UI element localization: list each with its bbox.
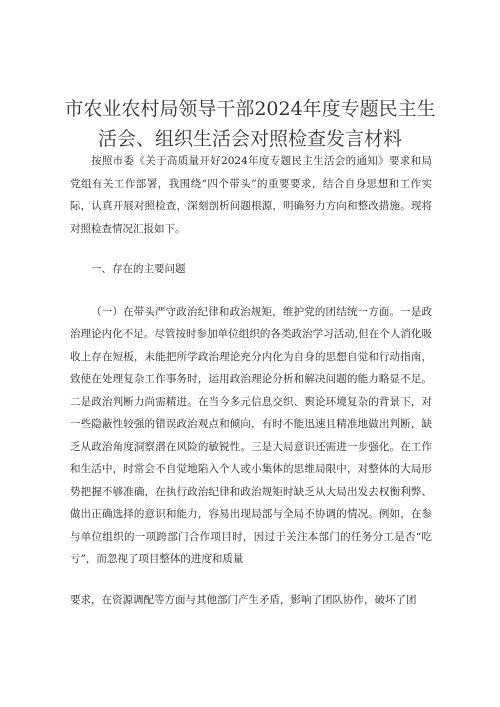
document-title [60, 94, 440, 154]
title-line-1: 市农业农村局领导干部2024年度专题民主生 [64, 98, 436, 120]
section-heading: 一、存在的主要问题 [91, 263, 186, 275]
intro-paragraph: 按照市委《关于高质量开好2024年度专题民主生活会的通知》要求和局党组有关工作部署，我围绕“四个带头”的重要要求，结合自身思想和工作实际，认真开展对照检查，深刻剖析问题根源，明确努力方向和整改措施。现将对照检查情况汇报如下。 [70, 155, 432, 235]
body-paragraph-continued: 要求，在资源调配等方面与其他部门产生矛盾，影响了团队协作，破坏了团 [70, 593, 417, 606]
document-body [70, 150, 432, 611]
body-paragraph: （一）在带头严守政治纪律和政治规矩，维护党的团结统一方面。一是政治理论内化不足。尽管按时参加单位组织的各类政治学习活动,但在个人消化吸收上存在短板，未能把所学政治理论充分内化为自身的思想自觉和行动指南，致使在处理复杂工作事务时，运用政治理论分析和解决问题的能力略显不足。二是政治判断力尚需精进。在当今多元信息交织、舆论环境复杂的背景下，对一些隐蔽性较强的错误政治观点和倾向，有时不能迅速且精准地做出判断，缺乏从政治角度洞察潜在风险的敏锐性。三是大局意识还需进一步强化。在工作和生活中，时常会不自觉地陷入个人或小集体的思维局限中，对整体的大局形势把握不够准确，在执行政治纪律和政治规矩时缺乏从大局出发去权衡利弊、做出正确选择的意识和能力，容易出现局部与全局不协调的情况。例如，在参与单位组织的一项跨部门合作项目时，因过于关注本部门的任务分工是否“吃亏”，而忽视了项目整体的进度和质量 [70, 305, 432, 565]
title-line-2: 活会、组织生活会对照检查发言材料 [97, 128, 402, 150]
